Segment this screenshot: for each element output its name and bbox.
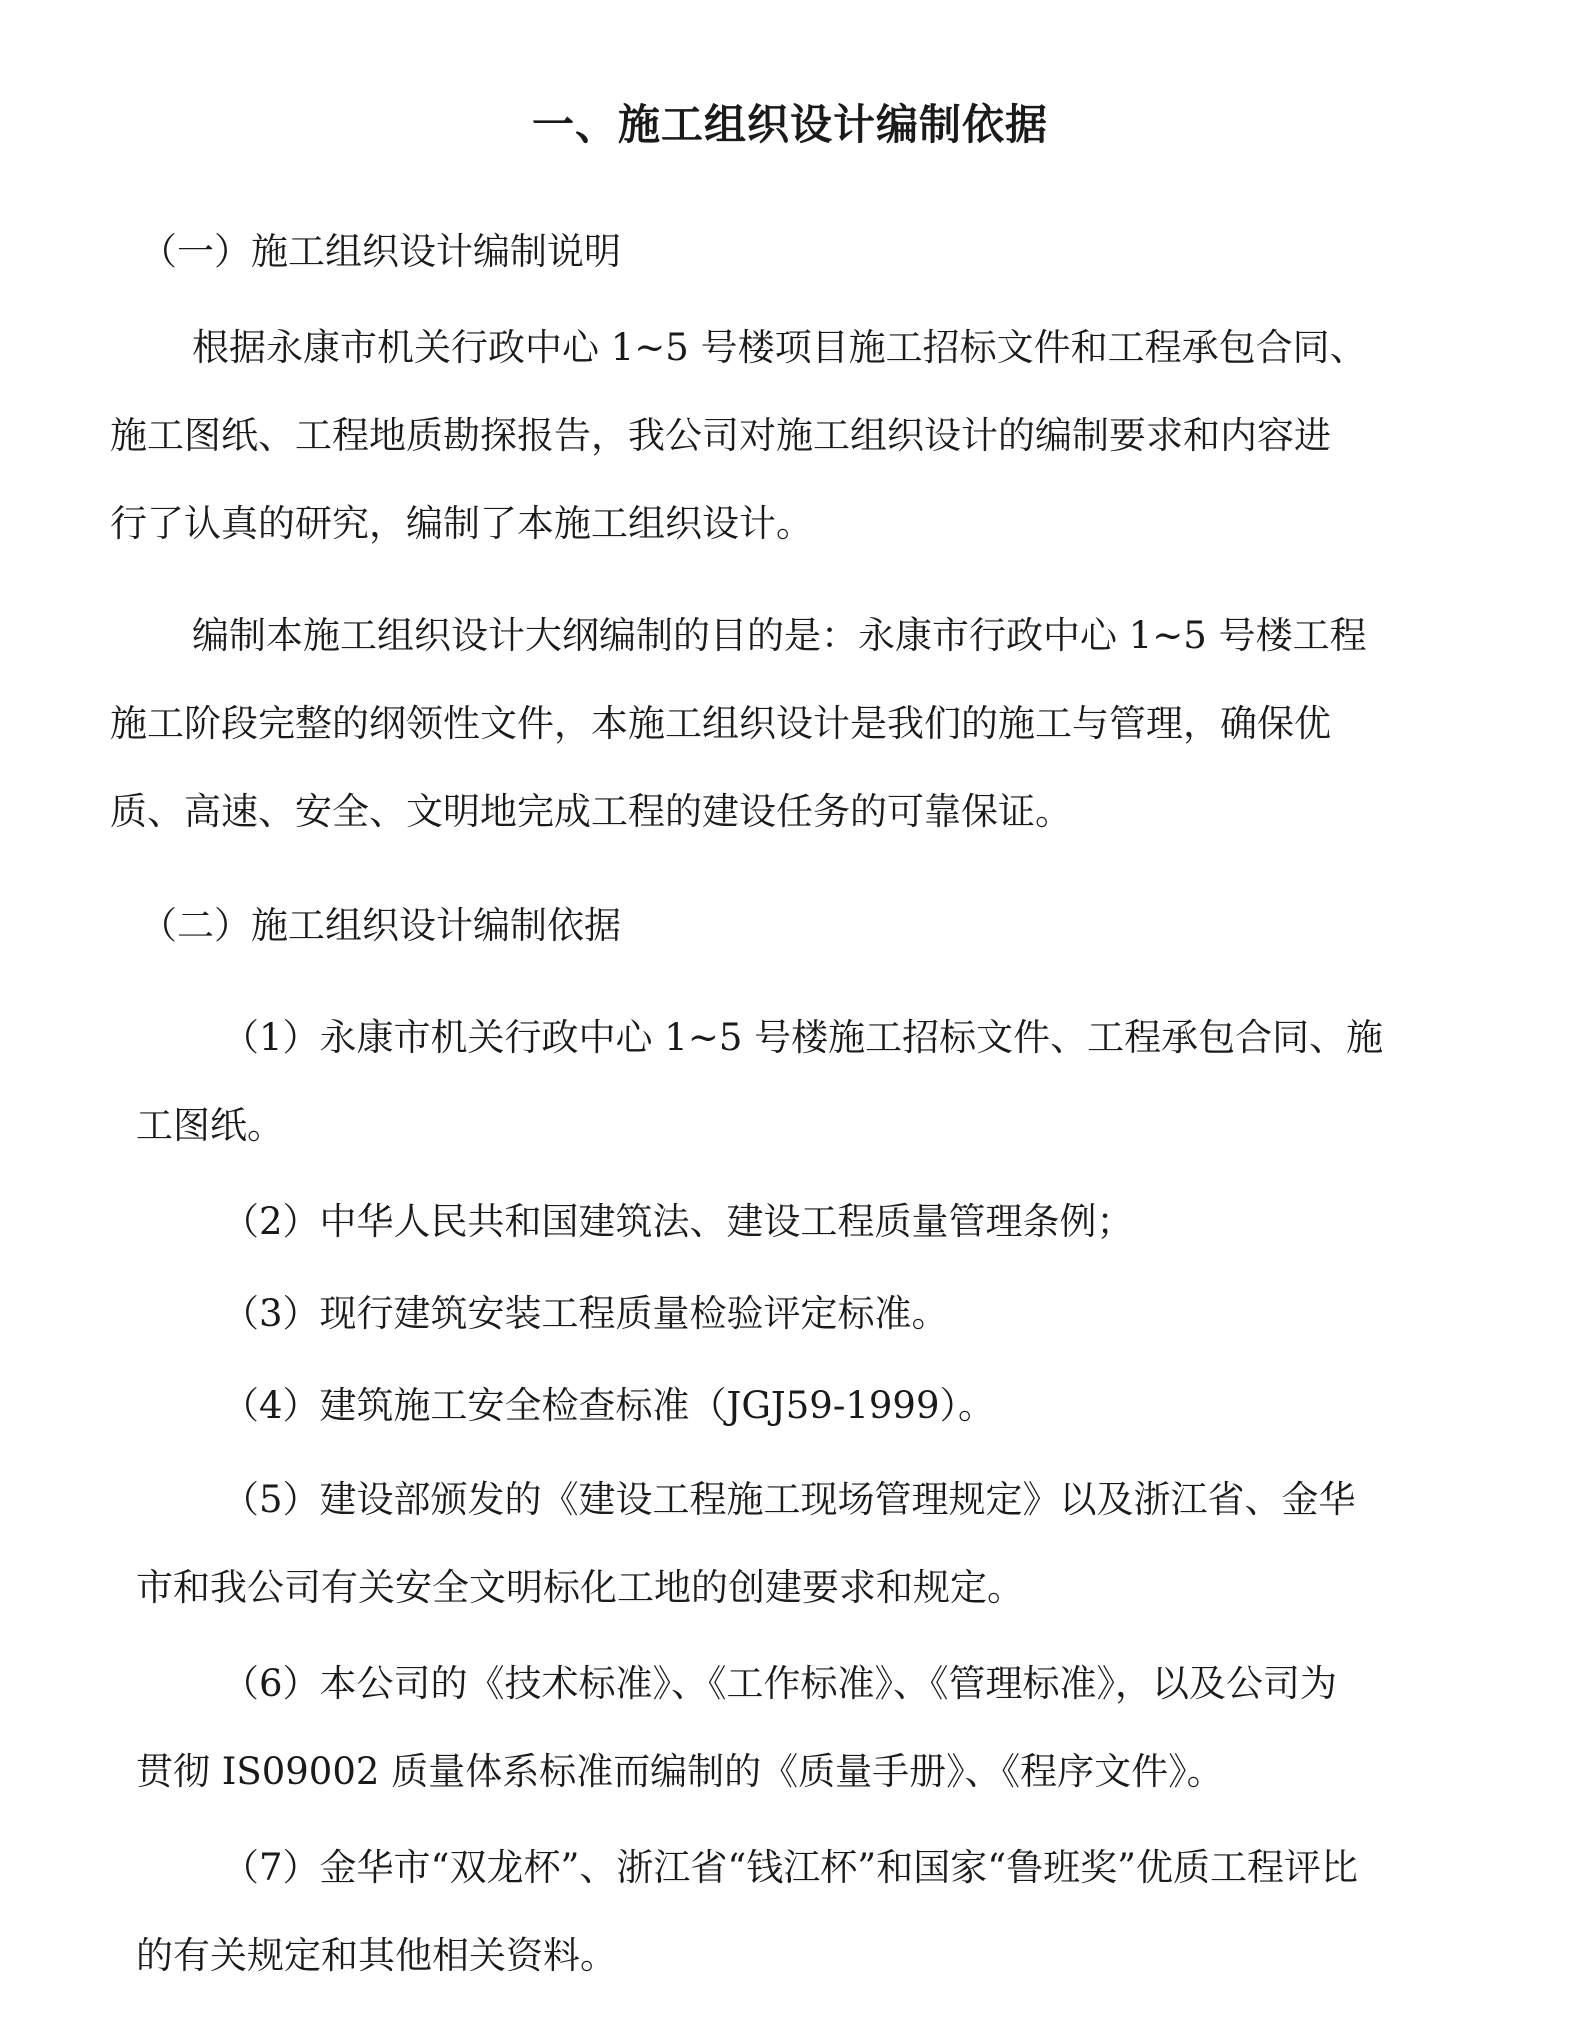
list-item-line: （5）建设部颁发的《建设工程施工现场管理规定》以及浙江省、金华 (222, 1478, 1356, 1521)
list-item-line: 工图纸。 (136, 1104, 284, 1147)
paragraph-line: 施工图纸、工程地质勘探报告，我公司对施工组织设计的编制要求和内容进 (110, 414, 1331, 457)
section-heading-1: （一）施工组织设计编制说明 (140, 230, 621, 273)
list-item-line: （7）金华市“双龙杯”、浙江省“钱江杯”和国家“鲁班奖”优质工程评比 (222, 1846, 1359, 1889)
paragraph-line: 行了认真的研究，编制了本施工组织设计。 (110, 502, 813, 545)
list-item-line: （1）永康市机关行政中心 1~5 号楼施工招标文件、工程承包合同、施 (222, 1016, 1384, 1059)
list-item-line: （4）建筑施工安全检查标准（JGJ59-1999）。 (222, 1384, 996, 1427)
list-item-line: 贯彻 IS09002 质量体系标准而编制的《质量手册》、《程序文件》。 (136, 1750, 1224, 1793)
paragraph-line: 根据永康市机关行政中心 1~5 号楼项目施工招标文件和工程承包合同、 (192, 326, 1367, 369)
list-item-line: （3）现行建筑安装工程质量检验评定标准。 (222, 1292, 949, 1335)
list-item-line: （6）本公司的《技术标准》、《工作标准》、《管理标准》，以及公司为 (222, 1662, 1338, 1705)
document-title: 一、施工组织设计编制依据 (531, 100, 1048, 149)
list-item-line: 市和我公司有关安全文明标化工地的创建要求和规定。 (136, 1566, 1024, 1609)
paragraph-line: 质、高速、安全、文明地完成工程的建设任务的可靠保证。 (110, 790, 1072, 833)
paragraph-line: 编制本施工组织设计大纲编制的目的是：永康市行政中心 1~5 号楼工程 (192, 614, 1367, 657)
section-heading-2: （二）施工组织设计编制依据 (140, 904, 621, 947)
list-item-line: 的有关规定和其他相关资料。 (136, 1934, 617, 1977)
list-item-line: （2）中华人民共和国建筑法、建设工程质量管理条例； (222, 1200, 1134, 1243)
paragraph-line: 施工阶段完整的纲领性文件，本施工组织设计是我们的施工与管理，确保优 (110, 702, 1331, 745)
